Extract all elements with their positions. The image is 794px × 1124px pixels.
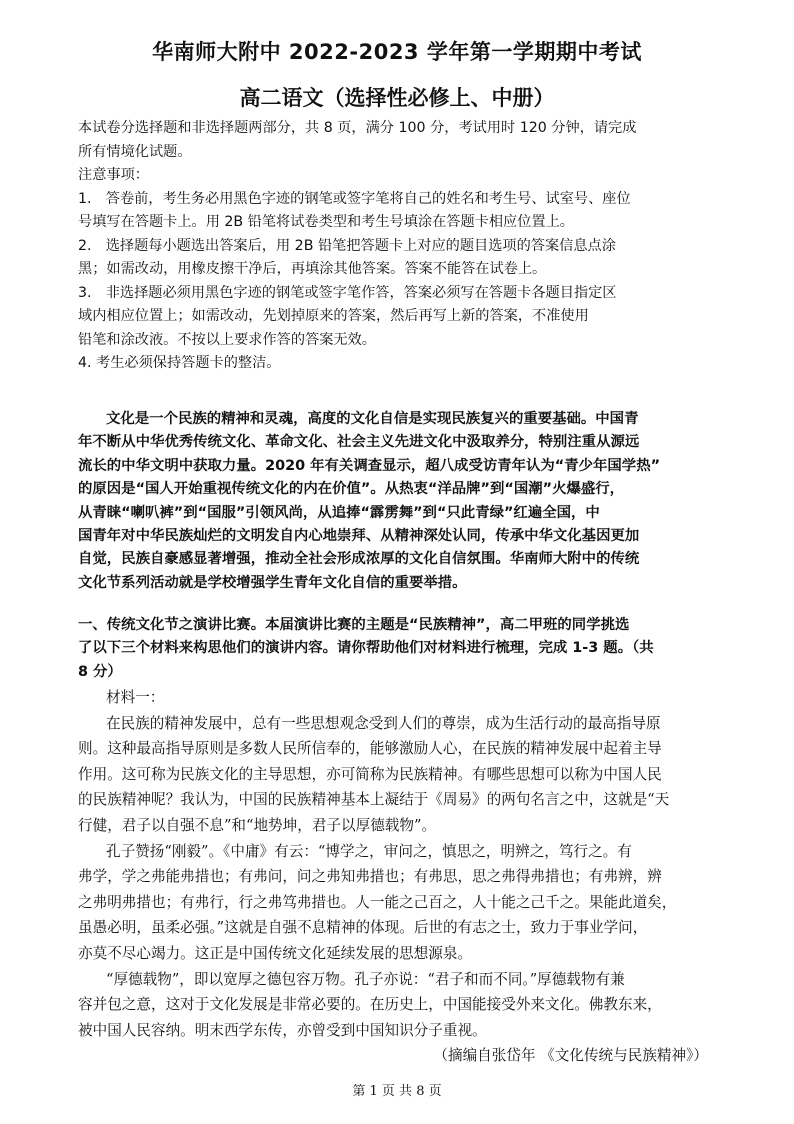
passage-line: 国青年对中华民族灿烂的文明发自内心地崇拜、从精神深处认同，传承中华文化基因更加 <box>78 527 640 544</box>
material-line: “厚德载物”，即以宽厚之德包容万物。孔子亦说：“君子和而不同。”厚德载物有兼 <box>106 970 625 988</box>
passage-line: 从青睐“喇叭裤”到“国服”引领风尚，从追捧“霹雳舞”到“只此青绿”红遍全国，中 <box>78 504 600 521</box>
material-source: （摘编自张岱年 《文化传统与民族精神》） <box>433 1047 708 1065</box>
question-line: 了以下三个材料来构思他们的演讲内容。请你帮助他们对材料进行梳理，完成 1-3 题。（共 <box>78 640 654 657</box>
question-section-1 <box>78 614 718 684</box>
instruction-line: 所有情境化试题。 <box>78 143 192 160</box>
passage-line: 文化节系列活动就是学校增强学生青年文化自信的重要举措。 <box>78 574 467 591</box>
instruction-line: 本试卷分选择题和非选择题两部分，共 8 页，满分 100 分，考试用时 120 分钟，请完成 <box>78 120 637 136</box>
instruction-line: 注意事项： <box>78 167 149 183</box>
exam-instructions <box>78 117 718 376</box>
question-line: 8 分） <box>78 663 122 680</box>
intro-passage <box>78 408 718 595</box>
instruction-line: 黑；如需改动，用橡皮擦干净后，再填涂其他答案。答案不能答在试卷上。 <box>78 261 547 277</box>
material-line: 行健，君子以自强不息”和“地势坤，君子以厚德载物”。 <box>78 816 437 834</box>
instruction-line: 号填写在答题卡上。用 2B 铅笔将试卷类型和考生号填涂在答题卡相应位置上。 <box>78 214 574 230</box>
material-line: 则。这种最高指导原则是多数人民所信奉的，能够激励人心，在民族的精神发展中起着主导 <box>78 740 662 758</box>
material-line: 弗学，学之弗能弗措也；有弗问，问之弗知弗措也；有弗思，思之弗得弗措也；有弗辨，辨 <box>78 868 662 886</box>
instruction-line: 域内相应位置上；如需改动，先划掉原来的答案，然后再写上新的答案，不准使用 <box>78 308 589 324</box>
passage-line: 文化是一个民族的精神和灵魂，高度的文化自信是实现民族复兴的重要基础。中国青 <box>106 411 639 427</box>
material-line: 在民族的精神发展中，总有一些思想观念受到人们的尊崇，成为生活行动的最高指导原 <box>106 714 661 732</box>
question-line: 一、传统文化节之演讲比赛。本届演讲比赛的主题是“民族精神”，高二甲班的同学挑选 <box>78 617 630 633</box>
material-line: 被中国人民容纳。明末西学东传，亦曾受到中国知识分子重视。 <box>78 1021 487 1039</box>
material-line: 之弗明弗措也；有弗行，行之弗笃弗措也。人一能之己百之，人十能之己千之。果能此道矣， <box>78 893 677 911</box>
instruction-line: 2. 选择题每小题选出答案后，用 2B 铅笔把答题卡上对应的题目选项的答案信息点涂 <box>78 237 616 254</box>
exam-subtitle: 高二语文（选择性必修上、中册） <box>239 86 555 110</box>
material-line: 亦莫不尽心竭力。这正是中国传统文化延续发展的思想源泉。 <box>78 944 473 962</box>
instruction-line: 1. 答卷前，考生务必用黑色字迹的钢笔或签字笔将自己的姓名和考生号、试室号、座位 <box>78 190 631 207</box>
material-line: 的民族精神呢？我认为，中国的民族精神基本上凝结于《周易》的两句名言之中，这就是“天 <box>78 791 670 809</box>
material-line: 孔子赞扬“刚毅”。《中庸》有云：“博学之，审问之，慎思之，明辨之，笃行之。有 <box>106 842 632 860</box>
exam-title: 华南师大附中 2022-2023 学年第一学期期中考试 <box>152 40 642 64</box>
instruction-line: 3. 非选择题必须用黑色字迹的钢笔或签字笔作答，答案必须写在答题卡各题目指定区 <box>78 284 617 301</box>
instruction-line: 铅笔和涂改液。不按以上要求作答的答案无效。 <box>78 331 376 348</box>
material-line: 作用。这可称为民族文化的主导思想，亦可简称为民族精神。有哪些思想可以称为中国人民 <box>78 765 662 783</box>
passage-line: 自觉，民族自豪感显著增强，推动全社会形成浓厚的文化自信氛围。华南师大附中的传统 <box>78 551 640 568</box>
material-label: 材料一： <box>106 689 165 706</box>
page-number: 第 1 页 共 8 页 <box>352 1084 442 1099</box>
material-line: 虽愚必明，虽柔必强。”这就是自强不息精神的体现。后世的有志之士，致力于事业学问， <box>78 919 648 937</box>
passage-line: 年不断从中华优秀传统文化、革命文化、社会主义先进文化中汲取养分，特别注重从源远 <box>78 434 640 451</box>
instruction-line: 4. 考生必须保持答题卡的整洁。 <box>78 355 281 371</box>
material-one <box>78 685 718 1069</box>
passage-line: 的原因是“国人开始重视传统文化的内在价值”。从热衷“洋品牌”到“国潮”火爆盛行， <box>78 481 625 498</box>
material-line: 容并包之意，这对于文化发展是非常必要的。在历史上，中国能接受外来文化。佛教东来， <box>78 996 662 1014</box>
passage-line: 流长的中华文明中获取力量。2020 年有关调查显示，超八成受访青年认为“青少年国学热” <box>78 457 661 474</box>
